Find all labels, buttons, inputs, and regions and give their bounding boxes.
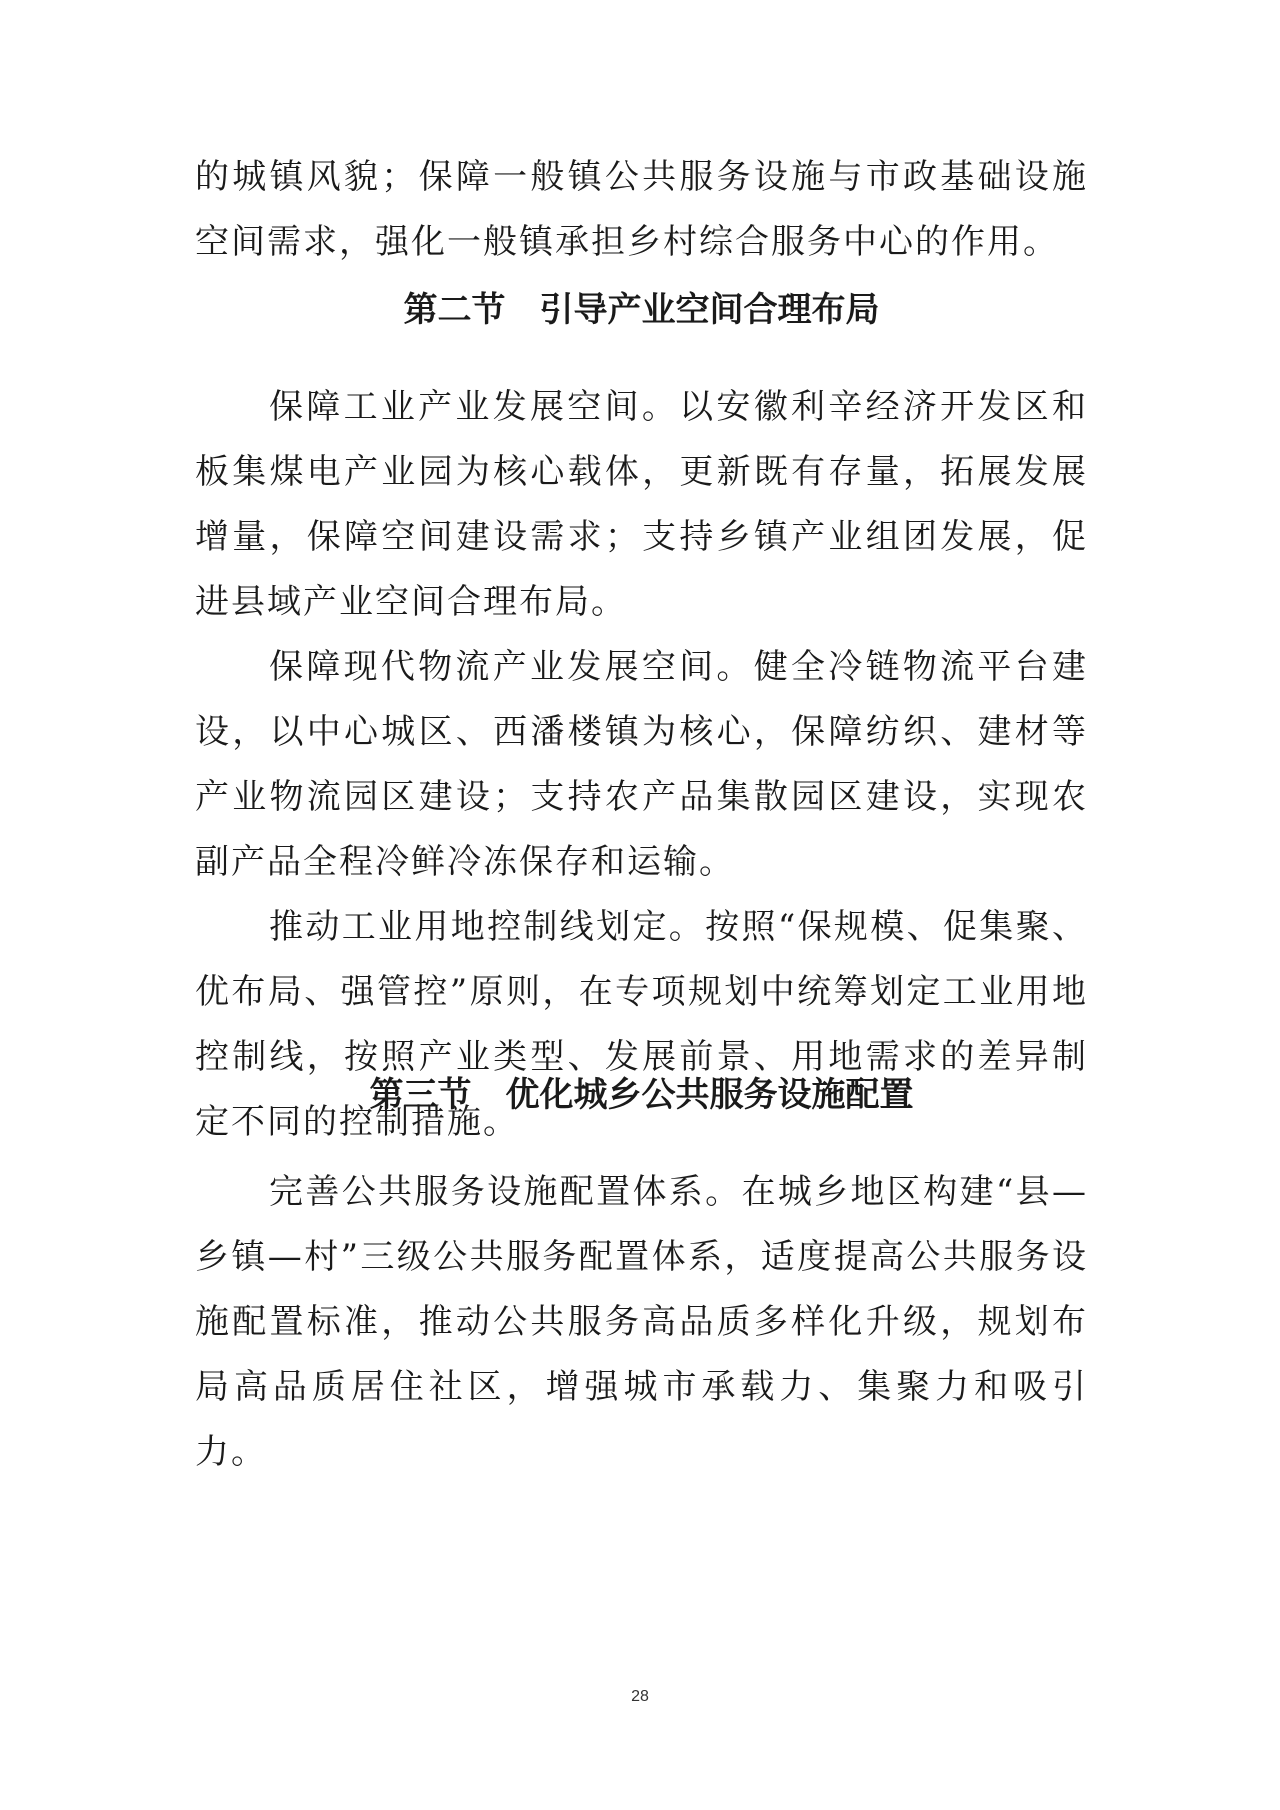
section-heading-public-services: 第三节 优化城乡公共服务设施配置 — [369, 1075, 914, 1115]
paragraph-industrial-space: 保障工业产业发展空间。以安徽利辛经济开发区和板集煤电产业园为核心载体，更新既有存量，拓展发展增量，保障空间建设需求；支持乡镇产业组团发展，促进县域产业空间合理布局。 — [195, 387, 1088, 622]
paragraph-logistics-space: 保障现代物流产业发展空间。健全冷链物流平台建设，以中心城区、西潘楼镇为核心，保障纺织、建材等产业物流园区建设；支持农产品集散园区建设，实现农副产品全程冷鲜冷冻保存和运输。 — [195, 647, 1088, 882]
paragraph-public-service-system: 完善公共服务设施配置体系。在城乡地区构建“县—乡镇—村”三级公共服务配置体系，适度提高公共服务设施配置标准，推动公共服务高品质多样化升级，规划布局高品质居住社区，增强城市承载力、集聚力和吸引力。 — [195, 1172, 1088, 1472]
paragraph-industrial-land-control: 推动工业用地控制线划定。按照“保规模、促集聚、优布局、强管控”原则，在专项规划中统筹划定工业用地控制线，按照产业类型、发展前景、用地需求的差异制定不同的控制措施。 — [195, 907, 1088, 1142]
section-heading-industrial-space: 第二节 引导产业空间合理布局 — [403, 290, 880, 330]
page-number: 28 — [631, 1688, 649, 1705]
paragraph-town-style: 的城镇风貌；保障一般镇公共服务设施与市政基础设施空间需求，强化一般镇承担乡村综合服务中心的作用。 — [195, 157, 1088, 262]
